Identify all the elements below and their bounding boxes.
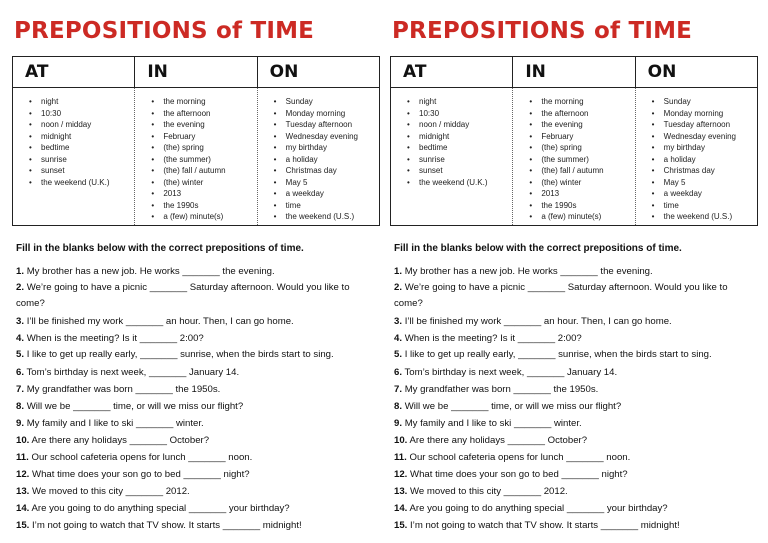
question-text: We’re going to have a picnic _______ Saturday afternoon. Would you like to come? (394, 282, 728, 309)
question-item (16, 483, 378, 500)
question-text: I’m not going to watch that TV show. It starts _______ midnight! (32, 520, 302, 531)
in-list-item: • the morning (529, 96, 634, 108)
question-text: Are there any holidays _______ October? (31, 435, 210, 446)
question-number: 15. (394, 520, 408, 531)
on-list-item: • the weekend (U.S.) (274, 211, 379, 223)
in-list-item: • (the) winter (151, 177, 256, 189)
question-text: We moved to this city _______ 2012. (410, 486, 568, 497)
question-item (16, 432, 378, 449)
on-list-item: • Wednesday evening (652, 131, 757, 143)
instructions: Fill in the blanks below with the correct prepositions of time. (16, 243, 304, 254)
at-list-item: • night (407, 96, 512, 108)
on-list-item: • a holiday (652, 154, 757, 166)
question-text: I like to get up really early, _______ sunrise, when the birds start to sing. (26, 349, 334, 360)
question-text: When is the meeting? Is it _______ 2:00? (404, 333, 582, 344)
at-list-item: • bedtime (407, 142, 512, 154)
question-item (394, 466, 756, 483)
question-item (394, 500, 756, 517)
table-header-row (13, 57, 379, 88)
question-number: 7. (16, 384, 25, 395)
question-text: Our school cafeteria opens for lunch _______ noon. (31, 452, 253, 463)
at-list-item: • sunset (407, 165, 512, 177)
in-list-item: • (the) spring (529, 142, 634, 154)
question-item (394, 517, 756, 534)
on-list-item: • a weekday (652, 188, 757, 200)
question-number: 1. (16, 266, 25, 277)
table-body-row (391, 88, 757, 225)
in-list-item: • (the) winter (529, 177, 634, 189)
question-text: My grandfather was born _______ the 1950s. (404, 384, 599, 395)
in-list-item: • the afternoon (529, 108, 634, 120)
on-list-item: • my birthday (274, 142, 379, 154)
question-text: We moved to this city _______ 2012. (32, 486, 190, 497)
on-list-item: • time (652, 200, 757, 212)
question-text: We’re going to have a picnic _______ Saturday afternoon. Would you like to come? (16, 282, 350, 309)
question-text: My grandfather was born _______ the 1950s. (26, 384, 221, 395)
in-column (134, 88, 256, 225)
question-item (394, 280, 756, 312)
on-list-item: • Wednesday evening (274, 131, 379, 143)
question-item (394, 381, 756, 398)
at-list-item: • the weekend (U.K.) (29, 177, 134, 189)
question-number: 6. (16, 367, 25, 378)
question-text: Are you going to do anything special _______ your birthday? (31, 503, 290, 514)
header-on: ON (635, 57, 757, 87)
in-list-item: • the afternoon (151, 108, 256, 120)
instructions: Fill in the blanks below with the correct prepositions of time. (394, 243, 682, 254)
question-number: 14. (394, 503, 408, 514)
worksheet-copy-right (390, 0, 758, 543)
question-item (16, 381, 378, 398)
on-list-item: • Tuesday afternoon (652, 119, 757, 131)
question-text: I like to get up really early, _______ sunrise, when the birds start to sing. (404, 349, 712, 360)
question-text: I’ll be finished my work _______ an hour. Then, I can go home. (404, 316, 672, 327)
question-item (394, 483, 756, 500)
on-list-item: • Christmas day (274, 165, 379, 177)
question-item (394, 330, 756, 347)
in-list-item: • the 1990s (529, 200, 634, 212)
question-number: 5. (394, 349, 403, 360)
on-list-item: • a weekday (274, 188, 379, 200)
question-item (16, 347, 378, 363)
in-list-item: • 2013 (151, 188, 256, 200)
in-list-item: • the morning (151, 96, 256, 108)
question-number: 2. (16, 282, 25, 293)
at-list-item: • sunrise (29, 154, 134, 166)
question-number: 13. (16, 486, 30, 497)
worksheet-copy-left (12, 0, 380, 543)
question-number: 9. (16, 418, 25, 429)
question-number: 1. (394, 266, 403, 277)
question-text: I’ll be finished my work _______ an hour. Then, I can go home. (26, 316, 294, 327)
question-text: Tom’s birthday is next week, _______ January 14. (404, 367, 618, 378)
question-item (16, 449, 378, 466)
question-number: 11. (16, 452, 29, 463)
question-number: 4. (16, 333, 25, 344)
on-list-item: • May 5 (652, 177, 757, 189)
question-text: My family and I like to ski _______ winter. (404, 418, 582, 429)
question-text: What time does your son go to bed _______ night? (32, 469, 250, 480)
header-on: ON (257, 57, 379, 87)
question-text: Will we be _______ time, or will we miss our flight? (26, 401, 244, 412)
question-item (16, 263, 378, 280)
question-number: 8. (394, 401, 403, 412)
at-list-item: • midnight (407, 131, 512, 143)
question-item (394, 313, 756, 330)
in-list-item: • a (few) minute(s) (151, 211, 256, 223)
on-list-item: • Tuesday afternoon (274, 119, 379, 131)
question-number: 2. (394, 282, 403, 293)
on-column (257, 88, 379, 225)
at-list-item: • noon / midday (407, 119, 512, 131)
prepositions-table (12, 56, 380, 226)
question-item (16, 364, 378, 381)
at-list-item: • noon / midday (29, 119, 134, 131)
in-list-item: • (the) fall / autumn (529, 165, 634, 177)
question-number: 14. (16, 503, 30, 514)
in-list-item: • 2013 (529, 188, 634, 200)
question-item (394, 415, 756, 432)
prepositions-table (390, 56, 758, 226)
at-list-item: • 10:30 (407, 108, 512, 120)
question-number: 3. (394, 316, 403, 327)
question-item (16, 500, 378, 517)
at-list-item: • the weekend (U.K.) (407, 177, 512, 189)
question-item (16, 466, 378, 483)
question-number: 6. (394, 367, 403, 378)
question-number: 11. (394, 452, 407, 463)
on-column (635, 88, 757, 225)
in-list-item: • February (529, 131, 634, 143)
question-number: 12. (394, 469, 408, 480)
in-list-item: • the evening (529, 119, 634, 131)
in-column (512, 88, 634, 225)
question-item (394, 263, 756, 280)
question-number: 9. (394, 418, 403, 429)
on-list-item: • a holiday (274, 154, 379, 166)
at-list-item: • night (29, 96, 134, 108)
at-column (391, 88, 512, 225)
question-item (394, 347, 756, 363)
on-list-item: • my birthday (652, 142, 757, 154)
question-item (16, 330, 378, 347)
question-number: 8. (16, 401, 25, 412)
question-item (394, 432, 756, 449)
header-at: AT (403, 62, 427, 82)
on-list-item: • Christmas day (652, 165, 757, 177)
question-text: When is the meeting? Is it _______ 2:00? (26, 333, 204, 344)
question-item (394, 449, 756, 466)
on-list-item: • Sunday (652, 96, 757, 108)
question-number: 13. (394, 486, 408, 497)
on-list-item: • May 5 (274, 177, 379, 189)
in-list-item: • (the) spring (151, 142, 256, 154)
worksheet-title: PREPOSITIONS of TIME (392, 18, 693, 44)
question-number: 10. (394, 435, 408, 446)
at-list-item: • bedtime (29, 142, 134, 154)
at-list-item: • 10:30 (29, 108, 134, 120)
on-list-item: • the weekend (U.S.) (652, 211, 757, 223)
question-text: I’m not going to watch that TV show. It starts _______ midnight! (410, 520, 680, 531)
question-item (16, 415, 378, 432)
at-list-item: • midnight (29, 131, 134, 143)
question-item (16, 313, 378, 330)
question-text: Will we be _______ time, or will we miss our flight? (404, 401, 622, 412)
header-in: IN (134, 57, 256, 87)
question-list (16, 263, 378, 534)
in-list-item: • (the) fall / autumn (151, 165, 256, 177)
question-text: What time does your son go to bed _______ night? (410, 469, 628, 480)
in-list-item: • February (151, 131, 256, 143)
on-list-item: • Sunday (274, 96, 379, 108)
question-number: 3. (16, 316, 25, 327)
in-list-item: • the 1990s (151, 200, 256, 212)
question-number: 4. (394, 333, 403, 344)
header-at: AT (25, 62, 49, 82)
question-item (16, 280, 378, 312)
question-number: 5. (16, 349, 25, 360)
table-body-row (13, 88, 379, 225)
table-header-row (391, 57, 757, 88)
question-text: Our school cafeteria opens for lunch _______ noon. (409, 452, 631, 463)
question-text: Tom’s birthday is next week, _______ January 14. (26, 367, 240, 378)
at-list-item: • sunrise (407, 154, 512, 166)
question-number: 7. (394, 384, 403, 395)
header-in: IN (512, 57, 634, 87)
question-text: My family and I like to ski _______ winter. (26, 418, 204, 429)
question-text: Are you going to do anything special _______ your birthday? (409, 503, 668, 514)
question-item (16, 398, 378, 415)
at-column (13, 88, 134, 225)
question-list (394, 263, 756, 534)
in-list-item: • (the summer) (151, 154, 256, 166)
question-number: 12. (16, 469, 30, 480)
question-text: My brother has a new job. He works _______ the evening. (26, 266, 275, 277)
question-number: 10. (16, 435, 30, 446)
question-number: 15. (16, 520, 30, 531)
in-list-item: • the evening (151, 119, 256, 131)
question-text: Are there any holidays _______ October? (409, 435, 588, 446)
worksheet-title: PREPOSITIONS of TIME (14, 18, 315, 44)
on-list-item: • time (274, 200, 379, 212)
in-list-item: • (the summer) (529, 154, 634, 166)
on-list-item: • Monday morning (274, 108, 379, 120)
in-list-item: • a (few) minute(s) (529, 211, 634, 223)
question-item (394, 364, 756, 381)
question-text: My brother has a new job. He works _______ the evening. (404, 266, 653, 277)
at-list-item: • sunset (29, 165, 134, 177)
on-list-item: • Monday morning (652, 108, 757, 120)
question-item (394, 398, 756, 415)
question-item (16, 517, 378, 534)
